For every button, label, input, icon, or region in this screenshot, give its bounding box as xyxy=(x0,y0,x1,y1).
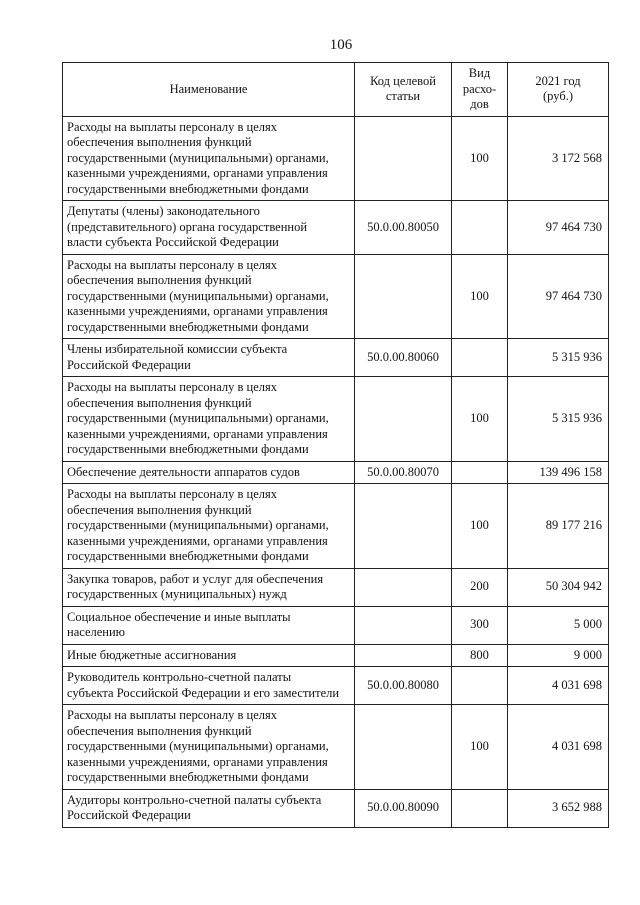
cell-amount: 5 315 936 xyxy=(508,377,609,462)
table-row xyxy=(63,484,609,569)
cell-type: 100 xyxy=(452,116,508,201)
cell-code xyxy=(355,116,452,201)
cell-type xyxy=(452,201,508,255)
table-header xyxy=(63,63,609,117)
table-row xyxy=(63,339,609,377)
cell-name: Депутаты (члены) законодательного (представительного) органа государственной власти субъекта Российской Федерации xyxy=(63,201,355,255)
cell-amount: 4 031 698 xyxy=(508,705,609,790)
cell-code xyxy=(355,606,452,644)
table-body xyxy=(63,116,609,827)
table-row xyxy=(63,606,609,644)
cell-code xyxy=(355,644,452,667)
header-row xyxy=(63,63,609,117)
cell-type xyxy=(452,339,508,377)
cell-type: 100 xyxy=(452,377,508,462)
cell-amount: 97 464 730 xyxy=(508,254,609,339)
cell-amount: 97 464 730 xyxy=(508,201,609,255)
cell-type xyxy=(452,789,508,827)
header-type: Вид расхо- дов xyxy=(452,63,508,117)
page-number: 106 xyxy=(329,37,353,53)
table-row xyxy=(63,789,609,827)
cell-name: Расходы на выплаты персоналу в целях обеспечения выполнения функций государственными (муниципальными) органами, казенными учреждениями, органами управления государственными внебюджетными фондами xyxy=(63,705,355,790)
cell-type xyxy=(452,667,508,705)
cell-type xyxy=(452,461,508,484)
cell-code: 50.0.00.80060 xyxy=(355,339,452,377)
cell-type: 100 xyxy=(452,705,508,790)
table-row xyxy=(63,644,609,667)
cell-type: 100 xyxy=(452,484,508,569)
cell-amount: 3 172 568 xyxy=(508,116,609,201)
cell-name: Социальное обеспечение и иные выплаты населению xyxy=(63,606,355,644)
cell-code: 50.0.00.80080 xyxy=(355,667,452,705)
cell-name: Иные бюджетные ассигнования xyxy=(63,644,355,667)
cell-name: Расходы на выплаты персоналу в целях обеспечения выполнения функций государственными (муниципальными) органами, казенными учреждениями, органами управления государственными внебюджетными фондами xyxy=(63,484,355,569)
cell-name: Члены избирательной комиссии субъекта Российской Федерации xyxy=(63,339,355,377)
cell-amount: 5 315 936 xyxy=(508,339,609,377)
cell-amount: 5 000 xyxy=(508,606,609,644)
table-row xyxy=(63,705,609,790)
cell-code xyxy=(355,254,452,339)
cell-code: 50.0.00.80090 xyxy=(355,789,452,827)
cell-type: 200 xyxy=(452,568,508,606)
table-row xyxy=(63,568,609,606)
cell-code: 50.0.00.80070 xyxy=(355,461,452,484)
cell-code xyxy=(355,484,452,569)
cell-type: 800 xyxy=(452,644,508,667)
cell-code: 50.0.00.80050 xyxy=(355,201,452,255)
table-row xyxy=(63,201,609,255)
cell-code xyxy=(355,568,452,606)
table-row xyxy=(63,461,609,484)
cell-amount: 139 496 158 xyxy=(508,461,609,484)
table-row xyxy=(63,116,609,201)
table-row xyxy=(63,667,609,705)
budget-table xyxy=(62,62,609,828)
cell-name: Руководитель контрольно-счетной палаты субъекта Российской Федерации и его заместители xyxy=(63,667,355,705)
header-name: Наименование xyxy=(63,63,355,117)
cell-amount: 9 000 xyxy=(508,644,609,667)
cell-name: Закупка товаров, работ и услуг для обеспечения государственных (муниципальных) нужд xyxy=(63,568,355,606)
cell-amount: 50 304 942 xyxy=(508,568,609,606)
cell-name: Обеспечение деятельности аппаратов судов xyxy=(63,461,355,484)
cell-amount: 89 177 216 xyxy=(508,484,609,569)
cell-amount: 4 031 698 xyxy=(508,667,609,705)
table-row xyxy=(63,254,609,339)
cell-name: Расходы на выплаты персоналу в целях обеспечения выполнения функций государственными (муниципальными) органами, казенными учреждениями, органами управления государственными внебюджетными фондами xyxy=(63,254,355,339)
cell-code xyxy=(355,705,452,790)
cell-name: Расходы на выплаты персоналу в целях обеспечения выполнения функций государственными (муниципальными) органами, казенными учреждениями, органами управления государственными внебюджетными фондами xyxy=(63,116,355,201)
cell-code xyxy=(355,377,452,462)
table-row xyxy=(63,377,609,462)
cell-name: Расходы на выплаты персоналу в целях обеспечения выполнения функций государственными (муниципальными) органами, казенными учреждениями, органами управления государственными внебюджетными фондами xyxy=(63,377,355,462)
cell-amount: 3 652 988 xyxy=(508,789,609,827)
cell-name: Аудиторы контрольно-счетной палаты субъекта Российской Федерации xyxy=(63,789,355,827)
header-code: Код целевой статьи xyxy=(355,63,452,117)
header-amount: 2021 год (руб.) xyxy=(508,63,609,117)
cell-type: 100 xyxy=(452,254,508,339)
cell-type: 300 xyxy=(452,606,508,644)
